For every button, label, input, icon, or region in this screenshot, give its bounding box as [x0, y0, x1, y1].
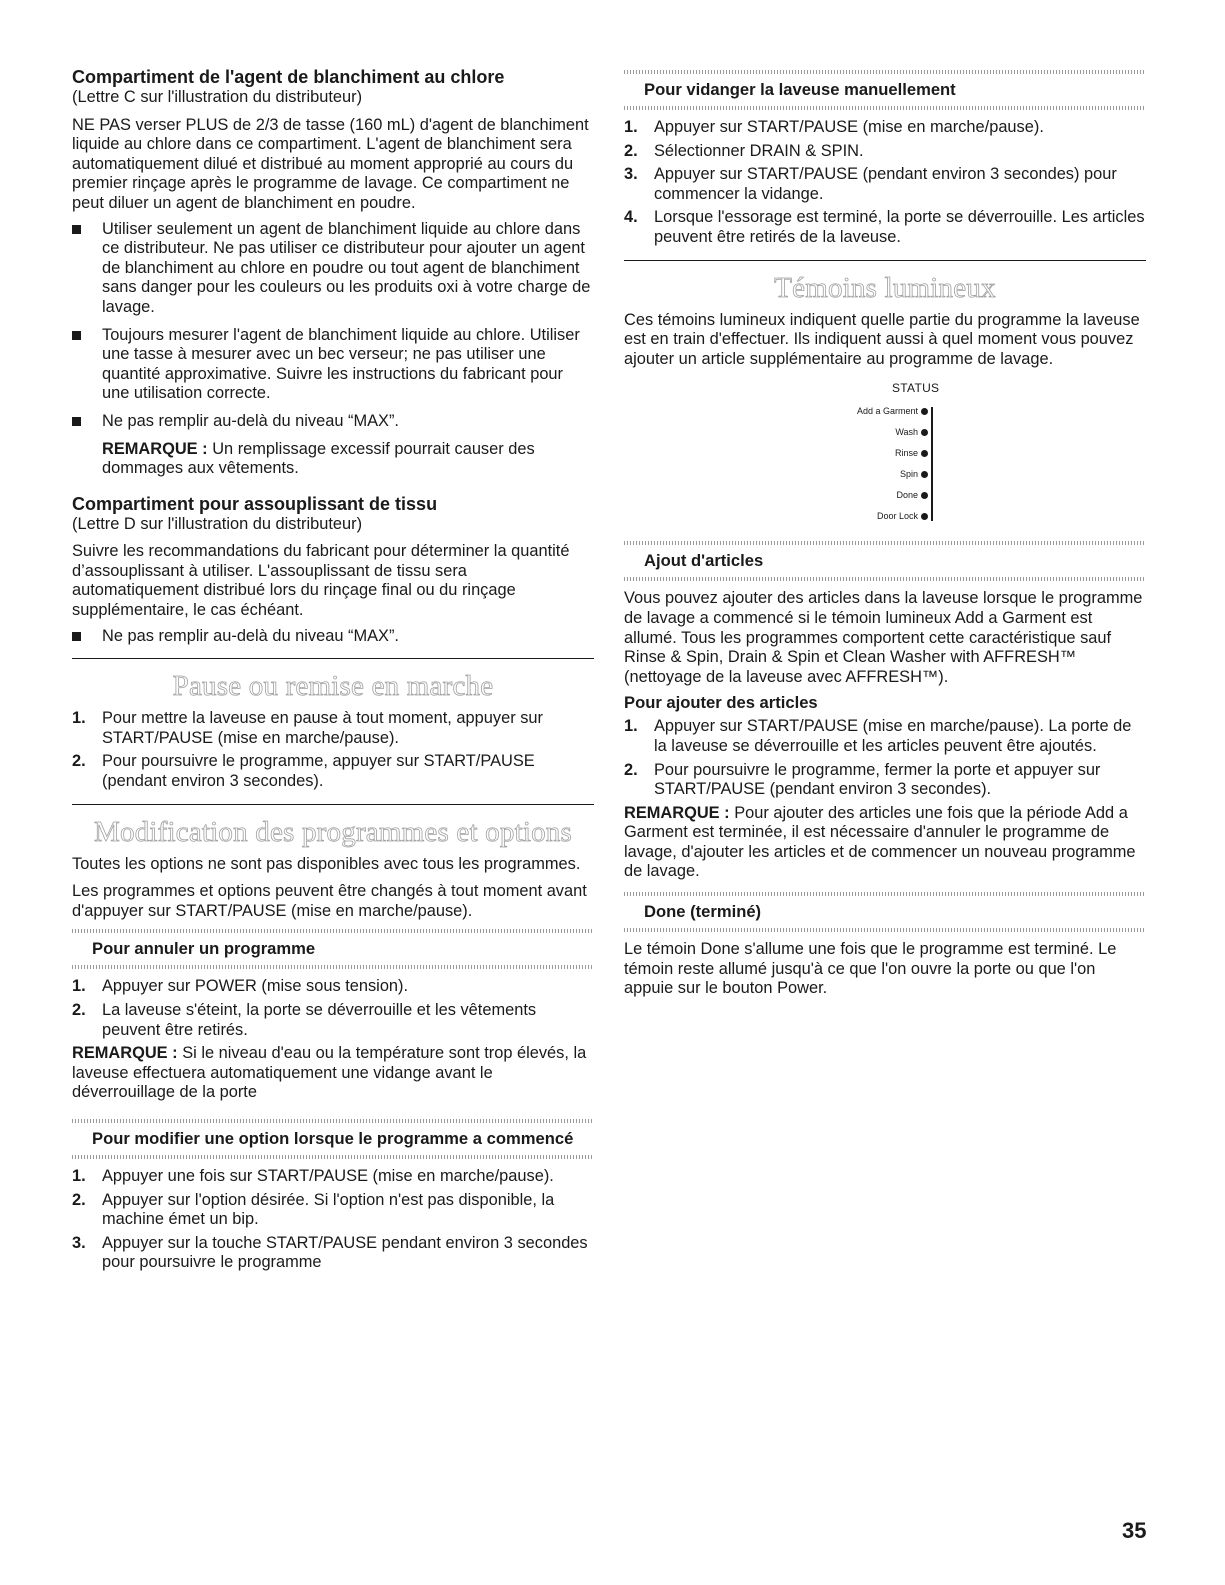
status-light-icon — [921, 492, 928, 499]
hatch-rule — [72, 1155, 594, 1159]
done-heading: Done (terminé) — [644, 902, 762, 922]
list-item: 1. Appuyer sur POWER (mise sous tension). — [72, 977, 409, 996]
status-item-wash: Wash — [895, 426, 928, 438]
divider — [624, 260, 1146, 261]
list-item: 1. Appuyer sur START/PAUSE (mise en marche/pause). — [624, 118, 1044, 136]
hatch-rule — [624, 106, 1146, 110]
status-light-icon — [921, 429, 928, 436]
done-paragraph: Le témoin Done s'allume une fois que le programme est terminé. Le témoin reste allumé jusqu'à ce que l'on ouvre la porte ou que l'on appuie sur le bouton Power. — [624, 940, 1117, 998]
softener-heading: Compartiment pour assouplissant de tissu — [72, 493, 438, 514]
list-item: 2. Pour poursuivre le programme, fermer la porte et appuyer sur START/PAUSE (pendant environ 3 secondes). — [624, 760, 1101, 799]
remark-text: Pour ajouter des articles une fois que la période Add a Garment est terminée, il est nécessaire d'annuler le programme de lavage, d'ajouter les articles et de commencer un nouveau programme de lavage. — [624, 803, 1136, 881]
pause-section-title: Pause ou remise en marche — [172, 670, 494, 703]
chlorine-paragraph: NE PAS verser PLUS de 2/3 de tasse (160 mL) d'agent de blanchiment liquide au chlore dans ce compartiment. L'agent de blanchiment sera automatiquement dilué et distribué au moment approprié au cours du premier rinçage après le programme de lavage. Ce compartiment ne peut diluer un agent de blanchiment en poudre. — [72, 115, 589, 212]
status-title: STATUS — [892, 381, 940, 396]
drain-steps — [624, 118, 1146, 248]
modification-paragraph-1: Toutes les options ne sont pas disponibles avec tous les programmes. — [72, 854, 581, 873]
cancel-steps — [72, 977, 594, 1040]
hatch-rule — [72, 929, 594, 933]
list-item: 3. Appuyer sur la touche START/PAUSE pendant environ 3 secondes pour poursuivre le programme — [72, 1233, 588, 1272]
hatch-rule — [624, 892, 1146, 896]
chlorine-bullets — [72, 220, 594, 432]
chlorine-heading: Compartiment de l'agent de blanchiment au chlore — [72, 67, 505, 87]
remark-text: Un remplissage excessif pourrait causer des dommages aux vêtements. — [102, 439, 535, 478]
status-light-icon — [921, 408, 928, 415]
status-item-done: Done — [896, 489, 928, 501]
list-item: Toujours mesurer l'agent de blanchiment liquide au chlore. Utiliser une tasse à mesurer avec un bec verseur; ne pas utiliser une quantité approximative. Suivre les instructions du fabricant pour une utilisation correcte. — [72, 326, 594, 404]
status-item-door-lock: Door Lock — [877, 510, 928, 522]
add-steps — [624, 717, 1146, 799]
status-light-icon — [921, 450, 928, 457]
list-item: Utiliser seulement un agent de blanchiment liquide au chlore dans ce distributeur. Ne pas utiliser ce distributeur pour ajouter un agent de blanchiment au chlore en poudre ou tout agent de blanchiment sans danger pour les couleurs ou les produits oxi à votre charge de lavage. — [72, 220, 594, 318]
add-paragraph: Vous pouvez ajouter des articles dans la laveuse lorsque le programme de lavage a commencé si le témoin lumineux Add a Garment est allumé. Tous les programmes comportent cette caractéristique sauf Rinse & Spin, Drain & Spin et Clean Washer with AFFRESH™ (nettoyage de la laveuse avec AFFRESH™). — [624, 589, 1143, 686]
remark-label: REMARQUE : — [624, 803, 730, 822]
modification-paragraph-2: Les programmes et options peuvent être changés à tout moment avant d'appuyer sur START/PAUSE (mise en marche/pause). — [72, 882, 587, 920]
hatch-rule — [72, 965, 594, 969]
list-item: 1. Appuyer sur START/PAUSE (mise en marche/pause). La porte de la laveuse se déverrouille et les articles peuvent être ajoutés. — [624, 717, 1132, 755]
status-panel-illustration — [624, 381, 1146, 531]
status-light-icon — [921, 471, 928, 478]
modification-section-title: Modification des programmes et options — [94, 815, 572, 848]
chlorine-remark — [72, 440, 594, 479]
lights-section-title: Témoins lumineux — [774, 271, 996, 304]
add-heading: Ajout d'articles — [644, 551, 764, 571]
list-item: 3. Appuyer sur START/PAUSE (pendant environ 3 secondes) pour commencer la vidange. — [624, 165, 1117, 203]
list-item: 2. Sélectionner DRAIN & SPIN. — [624, 141, 864, 160]
status-light-icon — [921, 513, 928, 520]
add-heading-box — [624, 541, 1146, 581]
status-bar — [931, 407, 933, 521]
list-item: 1. Pour mettre la laveuse en pause à tout moment, appuyer sur START/PAUSE (mise en marche/pause). — [72, 709, 543, 747]
cancel-heading-box — [72, 929, 594, 969]
add-subheading: Pour ajouter des articles — [624, 693, 818, 713]
status-item-rinse: Rinse — [895, 447, 928, 459]
list-item: Ne pas remplir au-delà du niveau “MAX”. — [72, 412, 594, 432]
list-item: 2. La laveuse s'éteint, la porte se déverrouille et les vêtements peuvent être retirés. — [72, 1001, 537, 1039]
list-item: 2. Pour poursuivre le programme, appuyer sur START/PAUSE (pendant environ 3 secondes). — [72, 752, 535, 791]
list-item: 2. Appuyer sur l'option désirée. Si l'option n'est pas disponible, la machine émet un bip. — [72, 1190, 555, 1229]
list-item: 1. Appuyer une fois sur START/PAUSE (mise en marche/pause). — [72, 1166, 554, 1185]
page-number: 35 — [1122, 1518, 1147, 1543]
hatch-rule — [72, 1119, 594, 1123]
list-item: Ne pas remplir au-delà du niveau “MAX”. — [72, 627, 594, 647]
divider — [72, 658, 594, 659]
drain-heading: Pour vidanger la laveuse manuellement — [644, 80, 956, 99]
hatch-rule — [624, 541, 1146, 545]
modify-option-heading: Pour modifier une option lorsque le programme a commencé — [92, 1128, 574, 1148]
hatch-rule — [624, 928, 1146, 932]
modify-option-heading-box — [72, 1119, 594, 1159]
remark-label: REMARQUE : — [72, 1044, 178, 1063]
remark-label: REMARQUE : — [102, 439, 208, 458]
softener-caption: (Lettre D sur l'illustration du distributeur) — [72, 514, 363, 533]
cancel-remark — [72, 1044, 594, 1103]
hatch-rule — [624, 70, 1146, 74]
softener-bullets — [72, 627, 594, 647]
status-item-add-garment: Add a Garment — [857, 405, 928, 417]
right-column — [624, 70, 1146, 999]
softener-paragraph: Suivre les recommandations du fabricant pour déterminer la quantité d’assouplissant à utiliser. L'assouplissant de tissu sera automatiquement distribué lors du rinçage final ou du rinçage supplémentaire, le cas échéant. — [72, 542, 570, 620]
drain-heading-box — [624, 70, 1146, 110]
chlorine-caption: (Lettre C sur l'illustration du distributeur) — [72, 88, 363, 106]
remark-text: Si le niveau d'eau ou la température sont trop élevés, la laveuse effectuera automatiquement une vidange avant le déverrouillage de la porte — [72, 1044, 587, 1102]
cancel-heading: Pour annuler un programme — [92, 939, 316, 959]
done-heading-box — [624, 892, 1146, 932]
hatch-rule — [624, 577, 1146, 581]
left-column — [72, 66, 594, 1277]
list-item: 4. Lorsque l'essorage est terminé, la porte se déverrouille. Les articles peuvent être retirés de la laveuse. — [624, 208, 1145, 246]
status-item-spin: Spin — [900, 468, 928, 480]
pause-steps — [72, 709, 594, 791]
modify-option-steps — [72, 1167, 594, 1273]
add-remark — [624, 804, 1146, 882]
divider — [72, 804, 594, 805]
lights-paragraph: Ces témoins lumineux indiquent quelle partie du programme la laveuse est en train d'effectuer. Ils indiquent aussi à quel moment vous pouvez ajouter un article supplémentaire au programme de lavage. — [624, 310, 1140, 368]
